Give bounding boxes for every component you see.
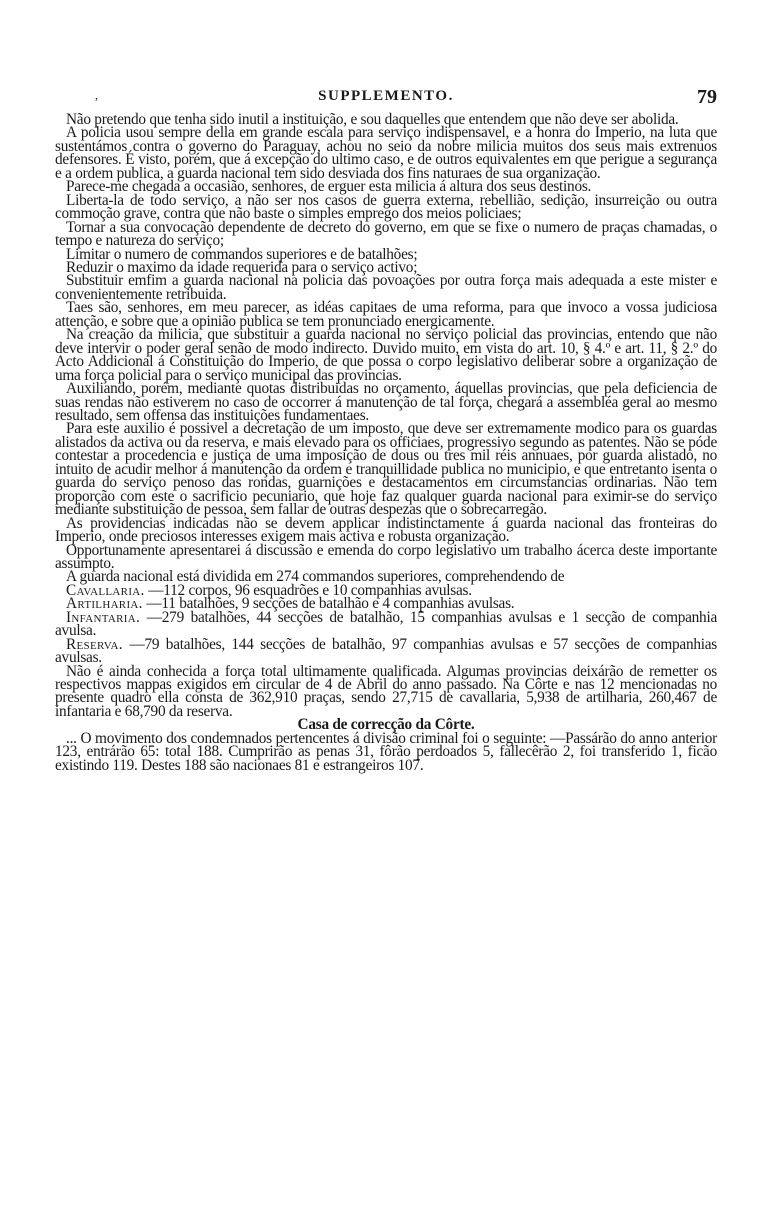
- division-label: Reserva.: [66, 635, 123, 653]
- division-text: —279 batalhões, 44 secções de batalhão, 15 companhias avulsas e 1 secção de companhia avulsa.: [55, 608, 717, 640]
- section-paragraph: ... O movimento dos condemnados pertencentes á divisão criminal foi o seguinte: —Passárão do anno anterior 123, entrárão 65: total 188. Cumprirão as penas 31, fôrão perdoados 5, fallecêrão 2, foi transferido 1, ficão existindo 119. Destes 188 são nacionaes 81 e estrangeiros 107.: [55, 729, 717, 774]
- paragraph: A policia usou sempre della em grande escala para serviço indispensavel, e a honra do Imperio, na luta que sustentámos contra o governo do Paraguay, achou no seio da nobre milicia muitos dos seus mais extrenuos defensores. É visto, porém, que á excepção do ultimo caso, e de outros equivalentes em que perigue a segurança e a ordem publica, a guarda nacional tem sido desviada dos fins naturaes de sua organização.: [55, 124, 717, 182]
- paragraph: Parece-me chegada a occasião, senhores, de erguer esta milicia á altura dos seus destinos.: [66, 178, 592, 196]
- paragraph: Reduzir o maximo da idade requerida para o serviço activo;: [66, 258, 418, 276]
- division-label: Artilharia.: [66, 595, 143, 613]
- division-reserva: [55, 635, 717, 667]
- paragraph: Não é ainda conhecida a força total ultimamente qualificada. Algumas provincias deixárão de remetter os respectivos mappas exigidos em circular de 4 de Abril do anno passado. Na Côrte e nas 12 mencionadas no presente quadro ella consta de 362,910 praças, sendo 27,715 de cavallaria, 5,938 de artilharia, 260,467 de infantaria e 68,790 da reserva.: [55, 662, 717, 720]
- page-header: [55, 86, 717, 108]
- paragraph: Liberta-la de todo serviço, a não ser nos casos de guerra externa, rebellião, sedição, insurreição ou outra commoção grave, contra que não baste o simples emprego dos meios policiaes;: [55, 191, 717, 223]
- division-text: —112 corpos, 96 esquadrões e 10 companhias avulsas.: [148, 581, 472, 599]
- running-title: SUPPLEMENTO.: [318, 88, 454, 104]
- division-text: —11 batalhões, 9 secções de batalhão e 4 companhias avulsas.: [146, 595, 515, 613]
- paragraph: Opportunamente apresentarei á discussão e emenda do corpo legislativo um trabalho ácerca deste importante assumpto.: [55, 541, 717, 572]
- paragraph: Tornar a sua convocação dependente de decreto do governo, em que se fixe o numero de praças chamadas, o tempo e natureza do serviço;: [55, 218, 717, 250]
- paragraph: Taes são, senhores, em meu parecer, as idéas capitaes de uma reforma, para que invoco a vossa judiciosa attenção, e sobre que a opinião publica se tem pronunciado energicamente.: [55, 299, 717, 330]
- header-mark: ,: [95, 88, 98, 102]
- paragraph: As providencias indicadas não se devem applicar indistinctamente á guarda nacional das fronteiras do Imperio, onde preciosos interesses exigem mais activa e robusta organização.: [55, 514, 717, 546]
- division-label: Infantaria.: [66, 608, 141, 626]
- paragraph: Não pretendo que tenha sido inutil a instituição, e sou daquelles que entendem que não deve ser abolida.: [66, 111, 679, 128]
- section-heading: Casa de correcção da Côrte.: [297, 716, 475, 734]
- paragraph: Na creação da milicia, que substituir a guarda nacional no serviço policial das provincias, entendo que não deve intervir o poder geral senão de modo indirecto. Duvido muito, em vista do art. 10, § 4.º e art. 11, § 2.º do Acto Addicional á Constituição do Imperio, de que possa o corpo legislativo deliberar sobre a organização de uma força policial para o serviço municipal das provincias.: [55, 326, 717, 384]
- division-text: —79 batalhões, 144 secções de batalhão, 97 companhias avulsas e 57 secções de companhias avulsas.: [55, 635, 717, 667]
- paragraph: Auxiliando, porém, mediante quotas distribuidas no orçamento, áquellas provincias, que pela deficiencia de suas rendas não estiverem no caso de occorrer á manutenção de tal força, chegará a assembléa geral ao mesmo resultado, sem offensa das instituições fundamentaes.: [55, 380, 717, 424]
- page-number: 79: [697, 86, 717, 108]
- paragraph: Limitar o numero de commandos superiores e de batalhões;: [66, 245, 418, 263]
- paragraph: A guarda nacional está dividida em 274 commandos superiores, comprehendendo de: [66, 568, 565, 586]
- paragraph: Substituir emfim a guarda nacional na policia das povoações por outra força mais adequada a este mister e convenientemente retribuida.: [55, 272, 717, 303]
- division-label: Cavallaria.: [66, 581, 145, 599]
- paragraph: Para este auxilio é possivel a decretação de um imposto, que deve ser extremamente modico para os guardas alistados da activa ou da reserva, e mais elevado para os officiaes, progressivo segundo as patentes. Não se póde contestar a procedencia e justiça de uma imposição de dous ou tres mil réis annuaes, por guarda alistado, no intuito de acudir melhor á manutenção da ordem e tranquillidade publica no municipio, e que entretanto isenta o guarda do serviço penoso das rondas, guarnições e destacamentos em circumstancias ordinarias. Não tem proporção com este o sacrificio pecuniario, que hoje faz qualquer guarda nacional para eximir-se do serviço mediante substituição de pessoa, sem fallar de outras despezas que o sobrecarregão.: [55, 420, 717, 519]
- page-body: [55, 113, 717, 772]
- division-infantaria: [55, 608, 717, 640]
